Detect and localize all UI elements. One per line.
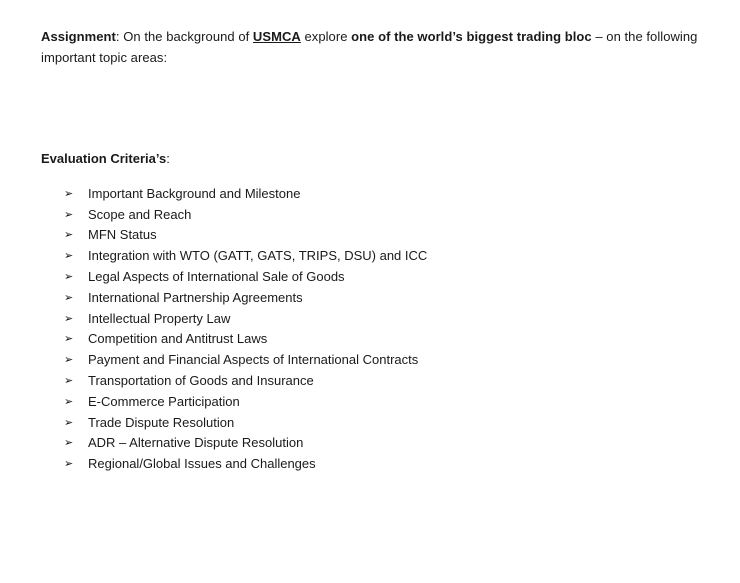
arrow-bullet-icon: ➢ <box>64 353 74 367</box>
assignment-tail: – on the following important topic areas: <box>41 29 698 65</box>
list-item <box>64 204 427 225</box>
bloc-name: USMCA <box>252 29 301 44</box>
arrow-bullet-icon: ➢ <box>64 249 74 263</box>
list-item <box>64 370 427 391</box>
list-item-text: Competition and Antitrust Laws <box>88 331 268 347</box>
arrow-bullet-icon: ➢ <box>64 394 74 408</box>
arrow-bullet-icon: ➢ <box>64 332 74 346</box>
list-item <box>64 266 427 287</box>
assignment-mid: explore <box>300 29 352 44</box>
list-item-text: ADR – Alternative Dispute Resolution <box>88 435 304 451</box>
list-item <box>64 453 427 474</box>
list-item-text: Trade Dispute Resolution <box>88 414 235 430</box>
arrow-bullet-icon: ➢ <box>64 228 74 242</box>
list-item <box>64 287 427 308</box>
list-item <box>64 329 427 350</box>
arrow-bullet-icon: ➢ <box>64 270 74 284</box>
list-item-text: MFN Status <box>88 227 157 243</box>
list-item <box>64 245 427 266</box>
arrow-bullet-icon: ➢ <box>64 415 74 429</box>
list-item <box>64 183 427 204</box>
arrow-bullet-icon: ➢ <box>64 186 74 200</box>
criteria-heading-colon: : <box>166 151 170 166</box>
list-item <box>64 391 427 412</box>
assignment-intro: : On the background of <box>115 29 253 44</box>
arrow-bullet-icon: ➢ <box>64 290 74 304</box>
list-item <box>64 412 427 433</box>
arrow-bullet-icon: ➢ <box>64 311 74 325</box>
list-item-text: Intellectual Property Law <box>88 310 231 326</box>
list-item-text: Legal Aspects of International Sale of Goods <box>88 269 345 285</box>
list-item-text: Integration with WTO (GATT, GATS, TRIPS, DSU) and ICC <box>88 248 428 264</box>
list-item-text: International Partnership Agreements <box>88 289 303 305</box>
criteria-list <box>64 183 427 474</box>
criteria-heading-text: Evaluation Criteria’s <box>41 151 167 166</box>
list-item-text: Transportation of Goods and Insurance <box>88 373 314 389</box>
criteria-heading <box>41 149 170 169</box>
assignment-emphasis: one of the world’s biggest trading bloc <box>351 29 592 44</box>
arrow-bullet-icon: ➢ <box>64 374 74 388</box>
list-item-text: E-Commerce Participation <box>88 393 240 409</box>
arrow-bullet-icon: ➢ <box>64 436 74 450</box>
list-item-text: Regional/Global Issues and Challenges <box>88 456 316 472</box>
arrow-bullet-icon: ➢ <box>64 457 74 471</box>
list-item <box>64 308 427 329</box>
list-item <box>64 433 427 454</box>
list-item-text: Important Background and Milestone <box>88 185 301 201</box>
assignment-paragraph <box>41 26 701 68</box>
arrow-bullet-icon: ➢ <box>64 207 74 221</box>
list-item-text: Payment and Financial Aspects of International Contracts <box>88 352 419 368</box>
list-item <box>64 349 427 370</box>
list-item-text: Scope and Reach <box>88 206 192 222</box>
list-item <box>64 225 427 246</box>
assignment-label: Assignment <box>41 29 116 44</box>
